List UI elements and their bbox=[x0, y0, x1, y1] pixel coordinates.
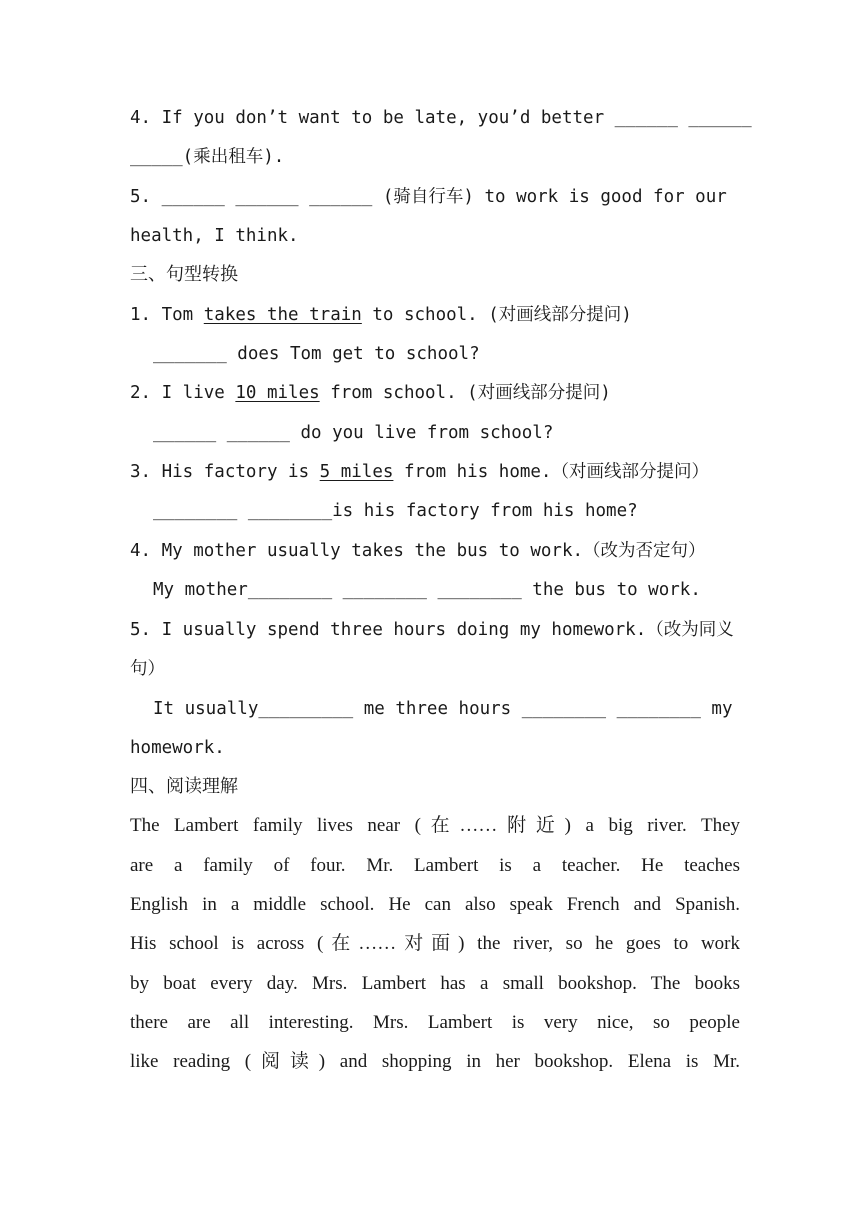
s3-q5-answer-line-1: It usually_________ me three hours ________ ________ my bbox=[153, 699, 733, 719]
s3-q4-answer-line: My mother________ ________ ________ the bus to work. bbox=[153, 580, 701, 600]
s3-q3-prefix: 3. His factory is bbox=[130, 462, 320, 482]
s3-q1-underlined: takes the train bbox=[203, 305, 362, 325]
section-4-heading: 四、阅读理解 bbox=[130, 776, 238, 797]
s3-question-4: 4. My mother usually takes the bus to work.（改为否定句） bbox=[130, 541, 706, 561]
s3-q1-rest: to school. (对画线部分提问) bbox=[361, 305, 632, 325]
passage-line: like reading (阅读) and shopping in her bookshop. Elena is Mr. bbox=[130, 1051, 740, 1072]
question-5-line-2: health, I think. bbox=[130, 226, 299, 246]
s3-q3-rest: from his home.（对画线部分提问） bbox=[393, 462, 709, 482]
passage-line: by boat every day. Mrs. Lambert has a small bookshop. The books bbox=[130, 973, 740, 994]
passage-line: The Lambert family lives near (在……附近) a big river. They bbox=[130, 815, 740, 836]
passage-line: there are all interesting. Mrs. Lambert is very nice, so people bbox=[130, 1012, 740, 1033]
s3-q2-underlined: 10 miles bbox=[235, 383, 320, 403]
s3-q3-answer-line: ________ ________is his factory from his home? bbox=[153, 501, 638, 521]
question-5-line-1: 5. ______ ______ ______ (骑自行车) to work is good for our bbox=[130, 187, 727, 207]
passage-line: are a family of four. Mr. Lambert is a teacher. He teaches bbox=[130, 855, 740, 876]
section-3-heading: 三、句型转换 bbox=[130, 264, 238, 285]
question-4-line-2: _____(乘出租车). bbox=[130, 147, 285, 167]
s3-question-1 bbox=[130, 303, 740, 327]
question-4-line-1: 4. If you don’t want to be late, you’d better ______ ______ bbox=[130, 108, 752, 128]
s3-q5-answer-line-2: homework. bbox=[130, 738, 225, 758]
s3-question-2 bbox=[130, 381, 740, 405]
s3-q2-prefix: 2. I live bbox=[130, 383, 236, 403]
s3-q3-underlined: 5 miles bbox=[319, 462, 394, 482]
s3-question-5-line-1: 5. I usually spend three hours doing my homework.（改为同义 bbox=[130, 620, 734, 640]
passage-line: English in a middle school. He can also speak French and Spanish. bbox=[130, 894, 740, 915]
s3-q1-prefix: 1. Tom bbox=[130, 305, 204, 325]
s3-question-5-line-2: 句） bbox=[130, 659, 165, 679]
s3-q2-answer-line: ______ ______ do you live from school? bbox=[153, 423, 554, 443]
s3-q2-rest: from school. (对画线部分提问) bbox=[319, 383, 611, 403]
passage-line: His school is across (在……对面) the river, so he goes to work bbox=[130, 933, 740, 954]
s3-q1-answer-line: _______ does Tom get to school? bbox=[153, 344, 480, 364]
s3-question-3 bbox=[130, 460, 740, 484]
